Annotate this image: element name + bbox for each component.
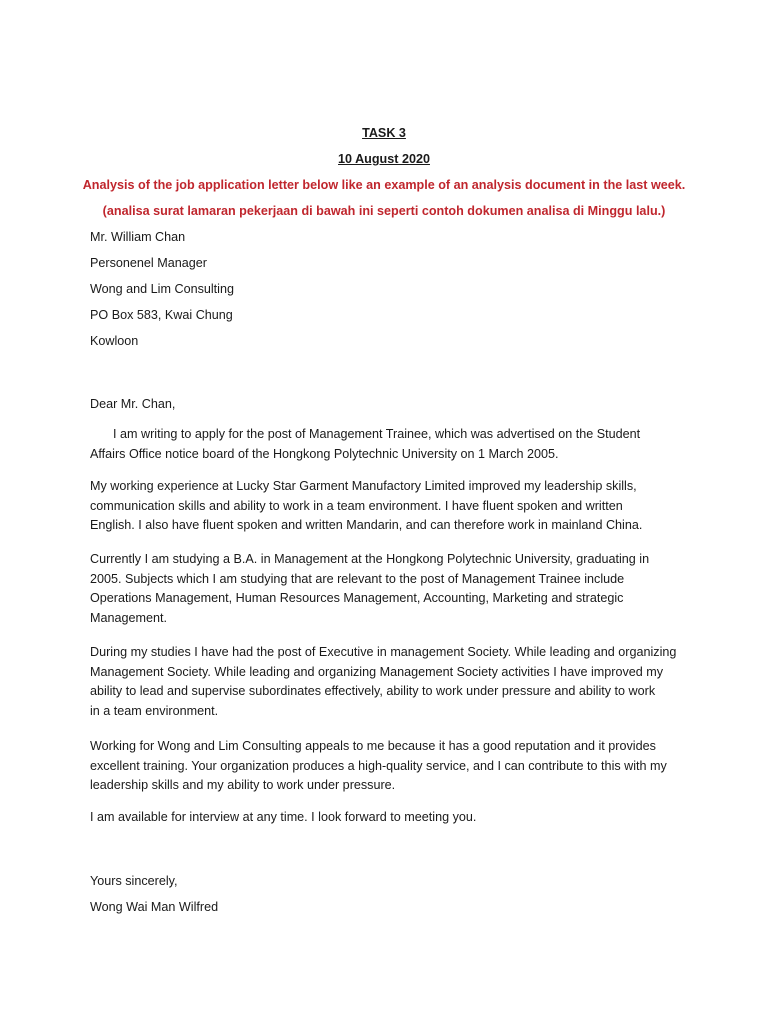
recipient-name: Mr. William Chan [90,230,186,244]
paragraph-line: communication skills and ability to work in a team environment. I have fluent spoken and written [90,498,623,513]
paragraph-line: leadership skills and my ability to work under pressure. [90,778,396,792]
paragraph-line: Currently I am studying a B.A. in Management at the Hongkong Polytechnic University, graduating in [90,552,650,566]
paragraph-line: My working experience at Lucky Star Garment Manufactory Limited improved my leadership skills, [90,479,637,493]
paragraph-5 [90,737,690,796]
paragraph-3 [90,550,690,628]
paragraph-line: ability to lead and supervise subordinates effectively, ability to work under pressure and ability to work [90,684,656,698]
recipient-title: Personenel Manager [90,256,207,270]
salutation: Dear Mr. Chan, [90,397,176,411]
recipient-city: Kowloon [90,334,139,348]
paragraph-1 [90,425,690,464]
paragraph-4 [90,643,690,721]
paragraph-line: English. I also have fluent spoken and written Mandarin, and can therefore work in mainland China. [90,518,643,532]
instruction-indonesian: (analisa surat lamaran pekerjaan di bawah ini seperti contoh dokumen analisa di Minggu lalu.) [102,204,666,218]
paragraph-line: 2005. Subjects which I am studying that are relevant to the post of Management Trainee include [90,571,625,586]
paragraph-line: excellent training. Your organization produces a high-quality service, and I can contribute to this with my [90,758,667,773]
paragraph-2 [90,477,690,536]
task-title: TASK 3 [362,126,406,140]
signature-name: Wong Wai Man Wilfred [90,900,219,914]
instruction-english: Analysis of the job application letter below like an example of an analysis document in the last week. [82,178,686,192]
paragraph-line: Management. [90,610,168,625]
paragraph-line: Working for Wong and Lim Consulting appeals to me because it has a good reputation and it provides [90,739,656,753]
paragraph-line: I am available for interview at any time. I look forward to meeting you. [90,810,477,824]
paragraph-line: in a team environment. [90,703,219,718]
document-date: 10 August 2020 [338,152,430,166]
paragraph-line: Management Society. While leading and organizing Management Society activities I have improved my [90,664,664,679]
paragraph-line: During my studies I have had the post of Executive in management Society. While leading and organizing [90,645,677,659]
paragraph-line: Affairs Office notice board of the Hongkong Polytechnic University on 1 March 2005. [90,446,559,461]
paragraph-6 [90,808,690,828]
recipient-company: Wong and Lim Consulting [90,282,234,296]
paragraph-line: Operations Management, Human Resources Management, Accounting, Marketing and strategic [90,591,624,605]
paragraph-line: I am writing to apply for the post of Management Trainee, which was advertised on the Student [113,427,641,441]
recipient-address: PO Box 583, Kwai Chung [90,308,233,322]
closing: Yours sincerely, [90,874,178,888]
